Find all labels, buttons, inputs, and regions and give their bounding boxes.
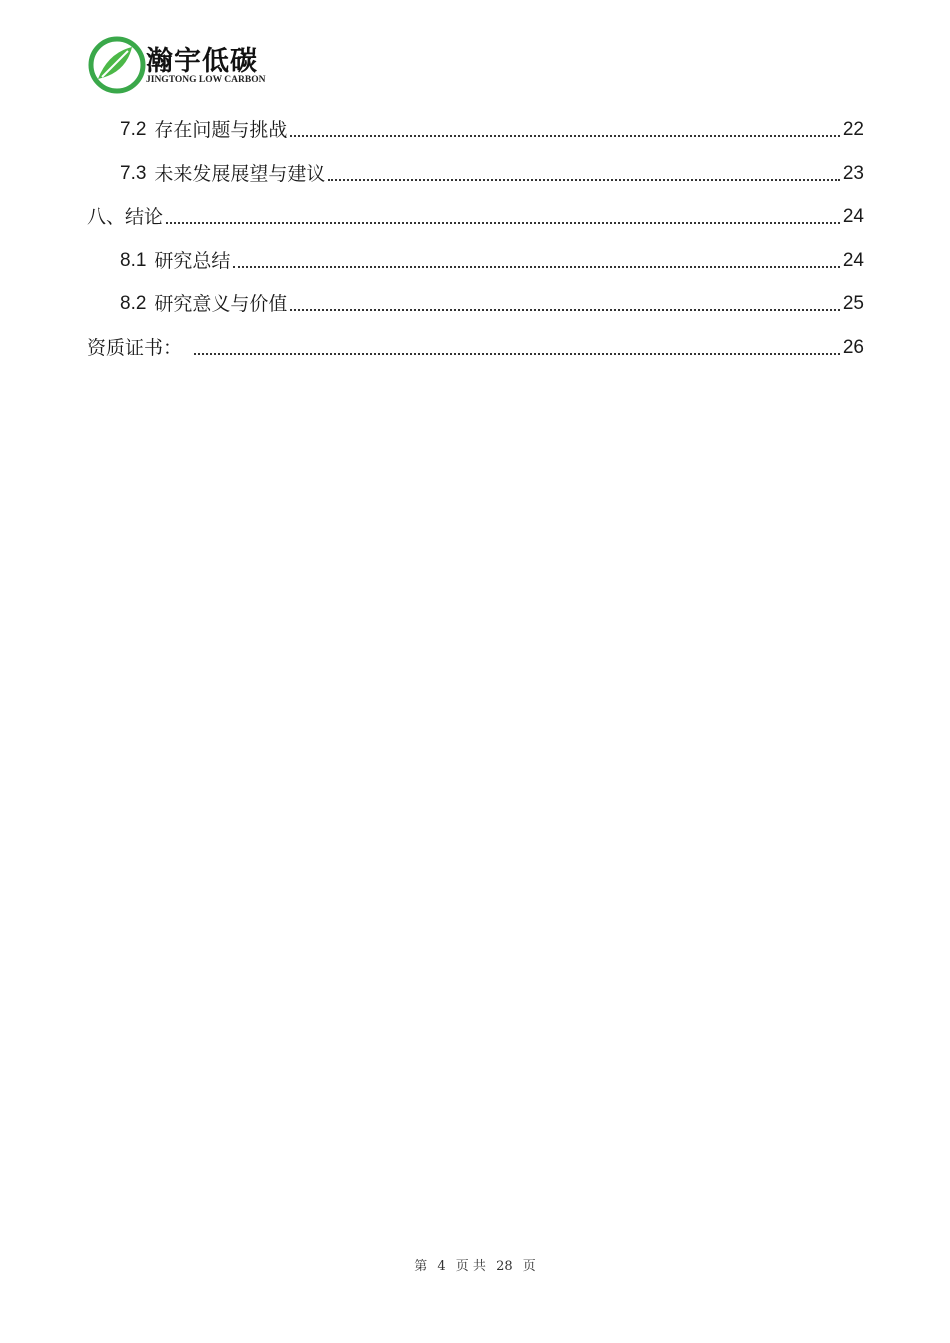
toc-entry[interactable] <box>120 248 864 274</box>
footer-total-pages: 28 <box>496 1259 513 1274</box>
page-footer <box>0 1255 950 1274</box>
toc-entry-number: 8.1 <box>120 250 147 271</box>
toc-entry-title: 研究意义与价值 <box>154 293 288 315</box>
toc-entry-page: 24 <box>842 250 864 271</box>
toc-entry[interactable] <box>120 291 864 317</box>
brand-name-cn: 瀚宇低碳 <box>146 46 258 77</box>
toc-leader-dots <box>290 135 839 137</box>
toc-entry[interactable] <box>120 161 864 187</box>
toc-leader-dots <box>290 309 839 311</box>
footer-mid: 页 共 <box>455 1259 486 1274</box>
toc-leader-dots <box>233 266 839 268</box>
toc-entry-title: 资质证书： <box>87 337 183 359</box>
toc-entry-title: 存在问题与挑战 <box>154 119 288 141</box>
footer-current-page: 4 <box>437 1259 446 1274</box>
toc-entry-title: 八、结论 <box>87 206 164 228</box>
toc-entry[interactable] <box>87 335 864 361</box>
leaf-logo-icon <box>88 33 146 97</box>
footer-prefix: 第 <box>414 1259 428 1274</box>
toc-entry-title: 研究总结 <box>154 250 231 272</box>
toc-leader-dots <box>166 222 840 224</box>
toc-entry-title: 未来发展展望与建议 <box>154 163 326 185</box>
brand-name-en: JINGTONG LOW CARBON <box>146 75 266 85</box>
toc-leader-dots <box>328 179 839 181</box>
toc-entry-number: 8.2 <box>120 293 147 314</box>
toc-entry[interactable] <box>87 204 864 230</box>
toc-entry-page: 24 <box>842 206 864 227</box>
toc-entry-number: 7.2 <box>120 119 147 140</box>
toc-leader-dots <box>194 353 840 355</box>
company-logo <box>88 33 288 97</box>
footer-suffix: 页 <box>522 1259 536 1274</box>
toc-entry-number: 7.3 <box>120 163 147 184</box>
toc-entry[interactable] <box>120 117 864 143</box>
toc-entry-page: 23 <box>842 163 864 184</box>
toc-entry-page: 22 <box>842 119 864 140</box>
toc-entry-page: 26 <box>842 337 864 358</box>
toc-entry-page: 25 <box>842 293 864 314</box>
